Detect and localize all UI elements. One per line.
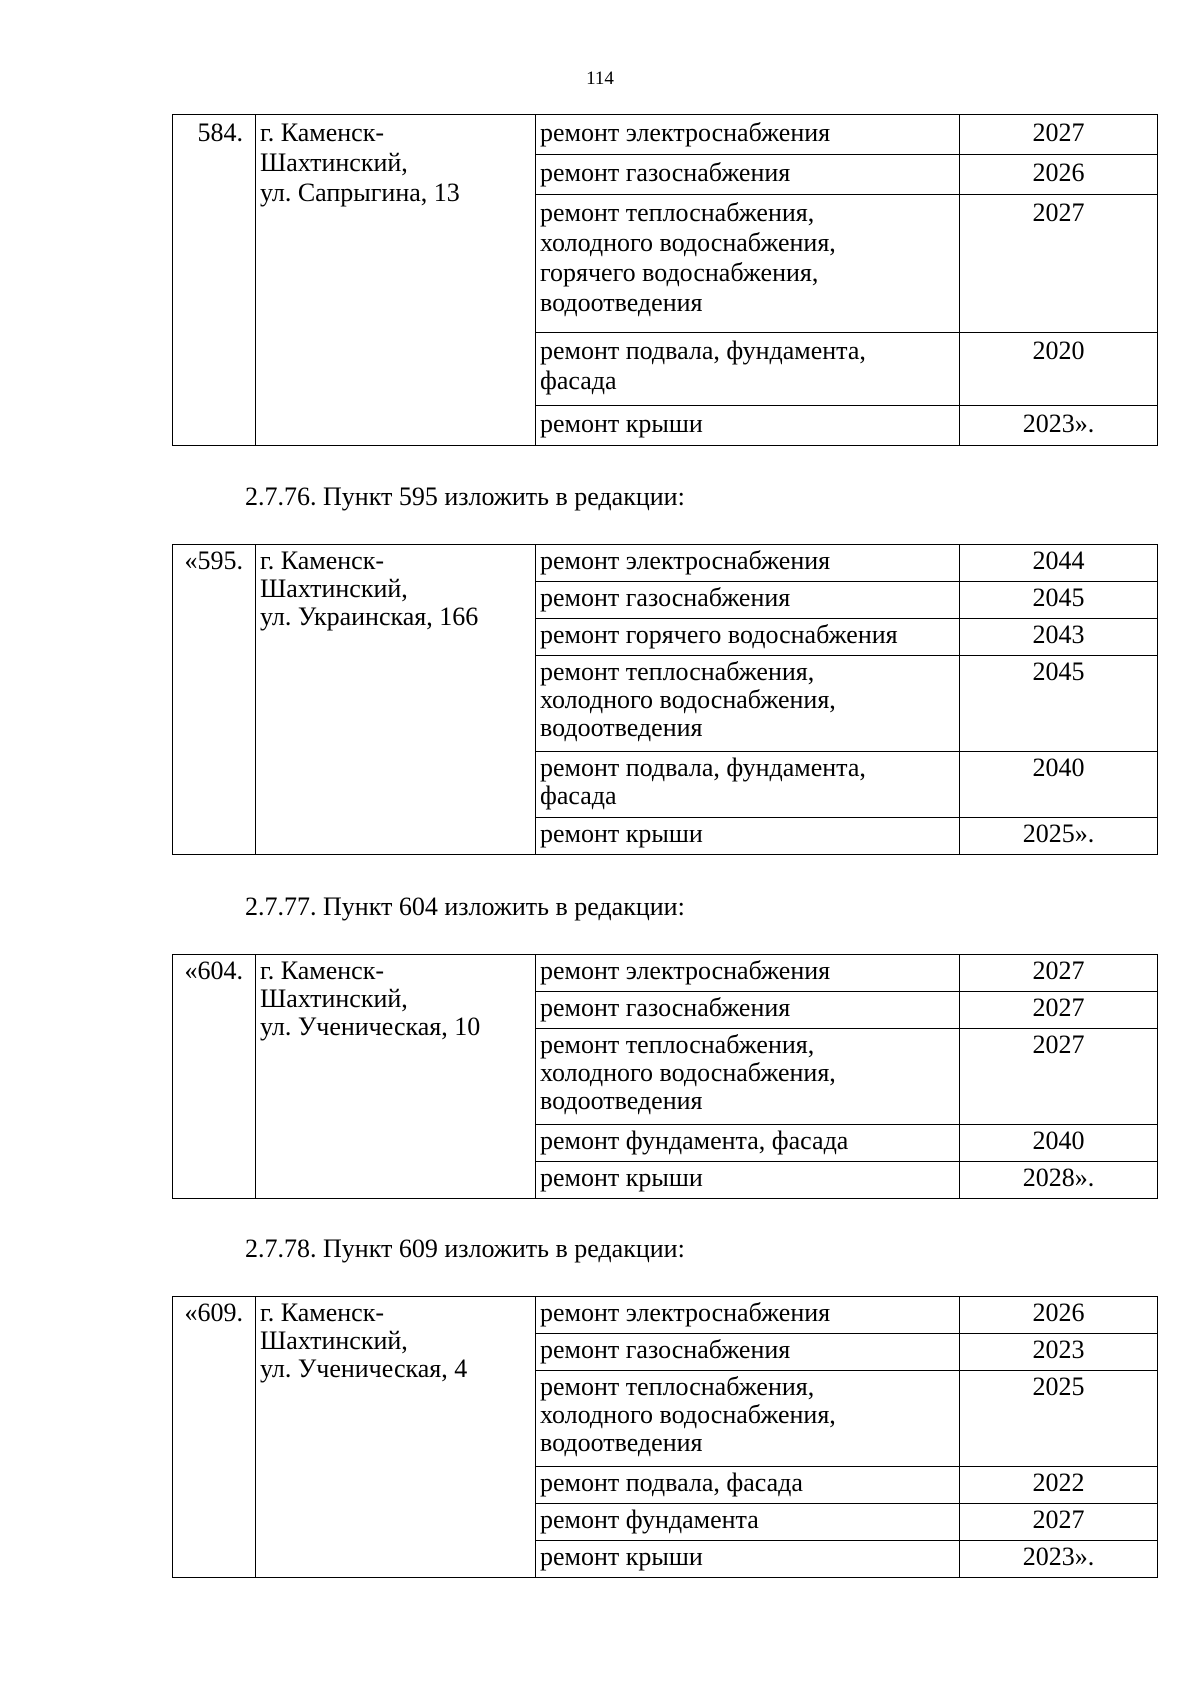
work-cell xyxy=(536,619,960,656)
page-number: 114 xyxy=(586,68,614,89)
entry-table-609 xyxy=(172,1296,1158,1578)
work-cell xyxy=(536,1162,960,1199)
work-cell xyxy=(536,1029,960,1125)
work-line: ремонт крыши xyxy=(540,1542,703,1571)
work-line: водоотведения xyxy=(540,1428,703,1457)
entry-table-584 xyxy=(172,114,1158,446)
work-line: ремонт подвала, фундамента, xyxy=(540,753,866,782)
work-line: ремонт крыши xyxy=(540,409,703,438)
work-cell xyxy=(536,656,960,752)
work-cell xyxy=(536,818,960,855)
work-cell xyxy=(536,752,960,818)
work-cell xyxy=(536,1467,960,1504)
work-cell xyxy=(536,1334,960,1371)
year-cell: 2025 xyxy=(960,1371,1158,1467)
work-line: ремонт электроснабжения xyxy=(540,118,831,147)
work-line: ремонт газоснабжения xyxy=(540,583,791,612)
entry-table-604 xyxy=(172,954,1158,1199)
work-line: ремонт горячего водоснабжения xyxy=(540,620,898,649)
year-cell: 2025». xyxy=(960,818,1158,855)
work-line: фасада xyxy=(540,366,617,395)
work-cell xyxy=(536,992,960,1029)
instruction-paragraph: 2.7.78. Пункт 609 изложить в редакции: xyxy=(245,1234,685,1263)
work-line: ремонт фундамента xyxy=(540,1505,759,1534)
work-line: холодного водоснабжения, xyxy=(540,1058,836,1087)
work-cell xyxy=(536,1541,960,1578)
address-line: Шахтинский, xyxy=(260,148,408,177)
work-cell xyxy=(536,333,960,406)
address-cell xyxy=(256,115,536,446)
work-line: ремонт теплоснабжения, xyxy=(540,657,815,686)
table-row xyxy=(173,955,1158,992)
year-cell: 2045 xyxy=(960,656,1158,752)
work-line: ремонт электроснабжения xyxy=(540,1298,831,1327)
address-line: ул. Украинская, 166 xyxy=(260,602,479,631)
address-line: г. Каменск- xyxy=(260,546,385,575)
year-cell: 2040 xyxy=(960,752,1158,818)
work-line: ремонт теплоснабжения, xyxy=(540,1030,815,1059)
year-cell: 2023». xyxy=(960,1541,1158,1578)
work-cell xyxy=(536,195,960,333)
address-line: ул. Ученическая, 10 xyxy=(260,1012,481,1041)
address-line: ул. Сапрыгина, 13 xyxy=(260,178,460,207)
work-line: холодного водоснабжения, xyxy=(540,685,836,714)
year-cell: 2027 xyxy=(960,1029,1158,1125)
year-cell: 2044 xyxy=(960,545,1158,582)
year-cell: 2023». xyxy=(960,406,1158,446)
work-line: ремонт газоснабжения xyxy=(540,158,791,187)
year-cell: 2027 xyxy=(960,1504,1158,1541)
address-line: Шахтинский, xyxy=(260,1326,408,1355)
work-line: водоотведения xyxy=(540,713,703,742)
year-cell: 2027 xyxy=(960,955,1158,992)
year-cell: 2023 xyxy=(960,1334,1158,1371)
address-line: ул. Ученическая, 4 xyxy=(260,1354,468,1383)
work-line: ремонт газоснабжения xyxy=(540,993,791,1022)
work-cell xyxy=(536,955,960,992)
work-cell xyxy=(536,545,960,582)
work-line: ремонт подвала, фасада xyxy=(540,1468,803,1497)
work-line: ремонт газоснабжения xyxy=(540,1335,791,1364)
address-line: Шахтинский, xyxy=(260,574,408,603)
year-cell: 2027 xyxy=(960,992,1158,1029)
item-number: «604. xyxy=(173,955,256,1199)
work-line: ремонт электроснабжения xyxy=(540,956,831,985)
work-line: ремонт крыши xyxy=(540,1163,703,1192)
work-line: фасада xyxy=(540,781,617,810)
work-line: горячего водоснабжения, xyxy=(540,258,819,287)
year-cell: 2045 xyxy=(960,582,1158,619)
table-row xyxy=(173,545,1158,582)
work-cell xyxy=(536,155,960,195)
instruction-paragraph: 2.7.76. Пункт 595 изложить в редакции: xyxy=(245,482,685,511)
work-line: ремонт подвала, фундамента, xyxy=(540,336,866,365)
year-cell: 2022 xyxy=(960,1467,1158,1504)
work-cell xyxy=(536,1371,960,1467)
item-number: «609. xyxy=(173,1297,256,1578)
work-cell xyxy=(536,115,960,155)
year-cell: 2027 xyxy=(960,195,1158,333)
year-cell: 2027 xyxy=(960,115,1158,155)
year-cell: 2026 xyxy=(960,1297,1158,1334)
work-cell xyxy=(536,1504,960,1541)
year-cell: 2028». xyxy=(960,1162,1158,1199)
work-line: водоотведения xyxy=(540,1086,703,1115)
address-line: г. Каменск- xyxy=(260,956,385,985)
address-cell xyxy=(256,1297,536,1578)
item-number: «595. xyxy=(173,545,256,855)
address-line: г. Каменск- xyxy=(260,1298,385,1327)
entry-table-595 xyxy=(172,544,1158,855)
work-cell xyxy=(536,406,960,446)
table-row xyxy=(173,115,1158,155)
address-cell xyxy=(256,955,536,1199)
address-cell xyxy=(256,545,536,855)
instruction-paragraph: 2.7.77. Пункт 604 изложить в редакции: xyxy=(245,892,685,921)
year-cell: 2020 xyxy=(960,333,1158,406)
work-cell xyxy=(536,582,960,619)
work-line: ремонт фундамента, фасада xyxy=(540,1126,849,1155)
work-line: водоотведения xyxy=(540,288,703,317)
work-line: ремонт теплоснабжения, xyxy=(540,1372,815,1401)
table-row xyxy=(173,1297,1158,1334)
year-cell: 2040 xyxy=(960,1125,1158,1162)
address-line: Шахтинский, xyxy=(260,984,408,1013)
work-cell xyxy=(536,1297,960,1334)
work-line: холодного водоснабжения, xyxy=(540,228,836,257)
year-cell: 2043 xyxy=(960,619,1158,656)
work-line: ремонт электроснабжения xyxy=(540,546,831,575)
address-line: г. Каменск- xyxy=(260,118,385,147)
work-line: ремонт теплоснабжения, xyxy=(540,198,815,227)
work-cell xyxy=(536,1125,960,1162)
item-number: 584. xyxy=(173,115,256,446)
work-line: холодного водоснабжения, xyxy=(540,1400,836,1429)
work-line: ремонт крыши xyxy=(540,819,703,848)
year-cell: 2026 xyxy=(960,155,1158,195)
